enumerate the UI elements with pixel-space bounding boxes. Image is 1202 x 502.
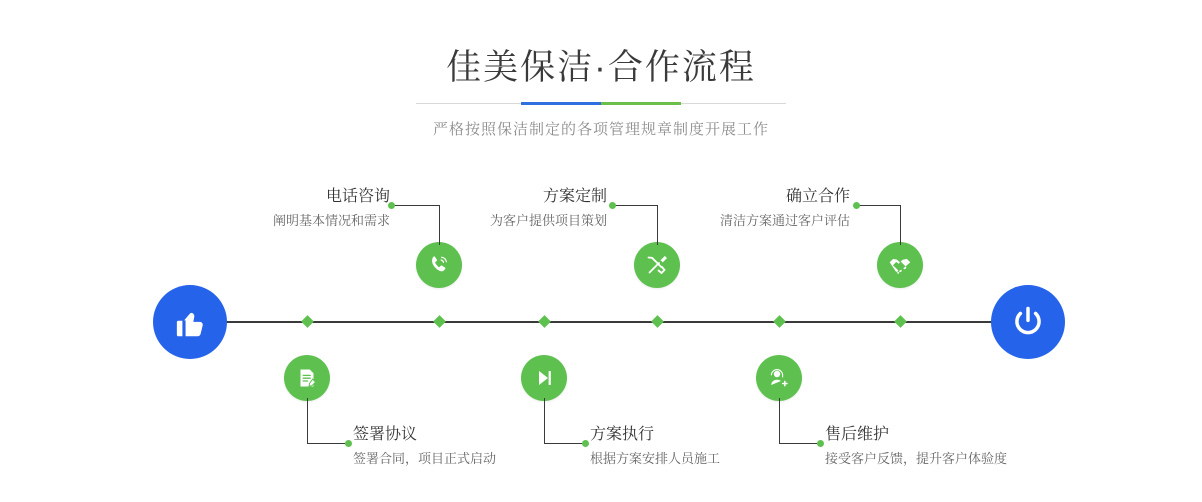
connector-stem bbox=[657, 205, 658, 245]
connector-end-dot bbox=[853, 202, 860, 209]
connector-lead bbox=[544, 443, 586, 444]
step-title: 电话咨询 bbox=[325, 188, 390, 205]
connector-lead bbox=[856, 205, 901, 206]
divider-accent-green bbox=[601, 102, 681, 105]
page-title: 佳美保洁·合作流程 bbox=[446, 48, 756, 87]
step-title: 方案执行 bbox=[590, 426, 655, 443]
phone-call-icon bbox=[416, 242, 462, 288]
connector-end-dot bbox=[817, 440, 824, 447]
document-edit-icon bbox=[284, 355, 330, 401]
support-agent-icon bbox=[756, 355, 802, 401]
axis-node bbox=[301, 315, 314, 328]
step-desc: 阐明基本情况和需求 bbox=[272, 213, 390, 228]
connector-stem bbox=[544, 398, 545, 443]
step-desc: 为客户提供项目策划 bbox=[489, 213, 607, 228]
power-icon bbox=[991, 285, 1065, 359]
connector-stem bbox=[307, 398, 308, 443]
page-subtitle: 严格按照保洁制定的各项管理规章制度开展工作 bbox=[432, 121, 769, 138]
step-desc: 根据方案安排人员施工 bbox=[590, 451, 721, 466]
connector-end-dot bbox=[609, 202, 616, 209]
connector-end-dot bbox=[582, 440, 589, 447]
axis-node bbox=[538, 315, 551, 328]
axis-node bbox=[773, 315, 786, 328]
connector-lead bbox=[307, 443, 349, 444]
connector-stem bbox=[900, 205, 901, 245]
connector-lead bbox=[779, 443, 821, 444]
step-desc: 签署合同，项目正式启动 bbox=[353, 451, 497, 466]
thumbs-up-icon bbox=[153, 285, 227, 359]
divider-accent-blue bbox=[521, 102, 601, 105]
connector-stem bbox=[439, 205, 440, 245]
step-label-2 bbox=[353, 425, 496, 469]
step-label-3 bbox=[462, 187, 607, 231]
page-header bbox=[0, 0, 1202, 139]
step-label-1 bbox=[250, 187, 390, 231]
plan-tools-icon bbox=[634, 242, 680, 288]
axis-node bbox=[433, 315, 446, 328]
title-divider bbox=[416, 102, 786, 105]
connector-end-dot bbox=[345, 440, 352, 447]
step-label-5 bbox=[700, 187, 850, 231]
axis-node bbox=[894, 315, 907, 328]
handshake-icon bbox=[877, 242, 923, 288]
axis-node bbox=[651, 315, 664, 328]
step-title: 方案定制 bbox=[542, 188, 607, 205]
step-label-6 bbox=[825, 425, 1007, 469]
step-desc: 接受客户反馈，提升客户体验度 bbox=[825, 451, 1008, 466]
step-title: 确立合作 bbox=[785, 188, 850, 205]
step-title: 签署协议 bbox=[353, 426, 418, 443]
step-title: 售后维护 bbox=[825, 426, 890, 443]
connector-lead bbox=[612, 205, 658, 206]
connector-stem bbox=[779, 398, 780, 443]
connector-lead bbox=[391, 205, 440, 206]
step-desc: 清洁方案通过客户评估 bbox=[719, 213, 850, 228]
step-label-4 bbox=[590, 425, 720, 469]
play-forward-icon bbox=[521, 355, 567, 401]
